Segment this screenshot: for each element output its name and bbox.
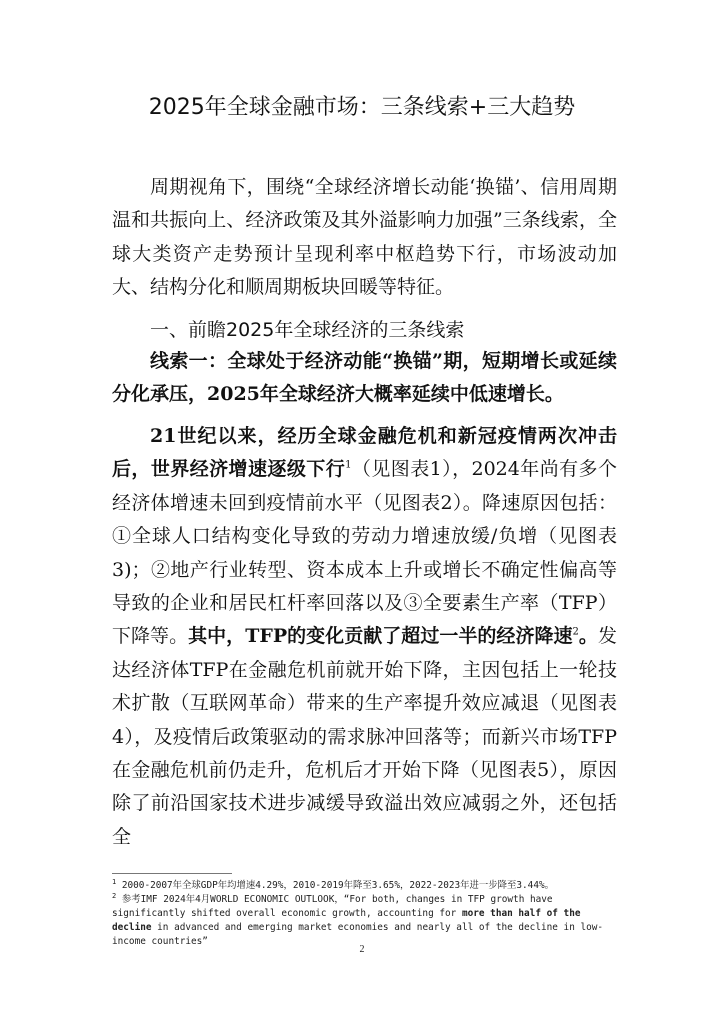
- clue-one-paragraph: 线索一：全球处于经济动能“换锚”期，短期增长或延续分化承压，2025年全球经济大概率延续中低速增长。: [112, 350, 617, 406]
- footnote-1-text: 2000-2007年全球GDP年均增速4.29%，2010-2019年降至3.65%，2022-2023年进一步降至3.44%。: [121, 880, 554, 891]
- body-text-part2: （见图表1），2024年尚有多个经济体增速未回到疫情前水平（见图表2）。降速原因包括：①全球人口结构变化导致的劳动力增速放缓/负增（见图表3)；②地产行业转型、资本成本上升或增长不确定性偏高等导致的企业和居民杠杆率回落以及③全要素生产率（TFP）下降等。: [112, 458, 617, 648]
- footnote-1: [112, 879, 622, 893]
- page-number: 2: [359, 944, 365, 955]
- body-text-part4: 发达经济体TFP在金融危机前就开始下降，主因包括上一轮技术扩散（互联网革命）带来的生产率提升效应减退（见图表4），及疫情后政策驱动的需求脉冲回落等；而新兴市场TFP在金融危机前仍走升，危机后才开始下降（见图表5），原因除了前沿国家技术进步减缓导致溢出效应减弱之外，还包括全: [112, 625, 617, 848]
- footnote-2: [112, 893, 622, 949]
- body-paragraph: [112, 420, 617, 854]
- document-title: 2025年全球金融市场：三条线索+三大趋势: [148, 95, 576, 120]
- section-heading: 一、前瞻2025年全球经济的三条线索: [150, 319, 465, 341]
- footnote-ref-1[interactable]: 1: [345, 460, 352, 472]
- footnote-2-mark: 2: [112, 891, 117, 900]
- footnote-2-text-a: 参考IMF 2024年4月WORLD ECONOMIC OUTLOOK，“For both, changes in TFP growth have significantly shifted overall economic growth, accounting for: [112, 894, 553, 919]
- body-bold-lead: 21世纪以来，经历全球金融危机和新冠疫情两次冲击后，世界经济增速逐级下行: [112, 425, 617, 481]
- body-bold-end: 。: [578, 625, 598, 648]
- footnote-2-bold: more than half of the decline: [112, 908, 581, 933]
- body-bold-mid: 其中，TFP的变化贡献了超过一半的经济降速: [188, 625, 573, 648]
- footnote-ref-2[interactable]: 2: [572, 627, 579, 639]
- footnote-1-mark: 1: [112, 877, 117, 886]
- footnote-divider: [112, 873, 232, 874]
- footnote-2-text-b: in advanced and emerging market economies and nearly all of the decline in low-income countries”: [112, 922, 604, 947]
- intro-paragraph: 周期视角下，围绕“全球经济增长动能‘换锚’、信用周期温和共振向上、经济政策及其外溢影响力加强”三条线索，全球大类资产走势预计呈现利率中枢趋势下行，市场波动加大、结构分化和顺周期板块回暖等特征。: [112, 176, 617, 299]
